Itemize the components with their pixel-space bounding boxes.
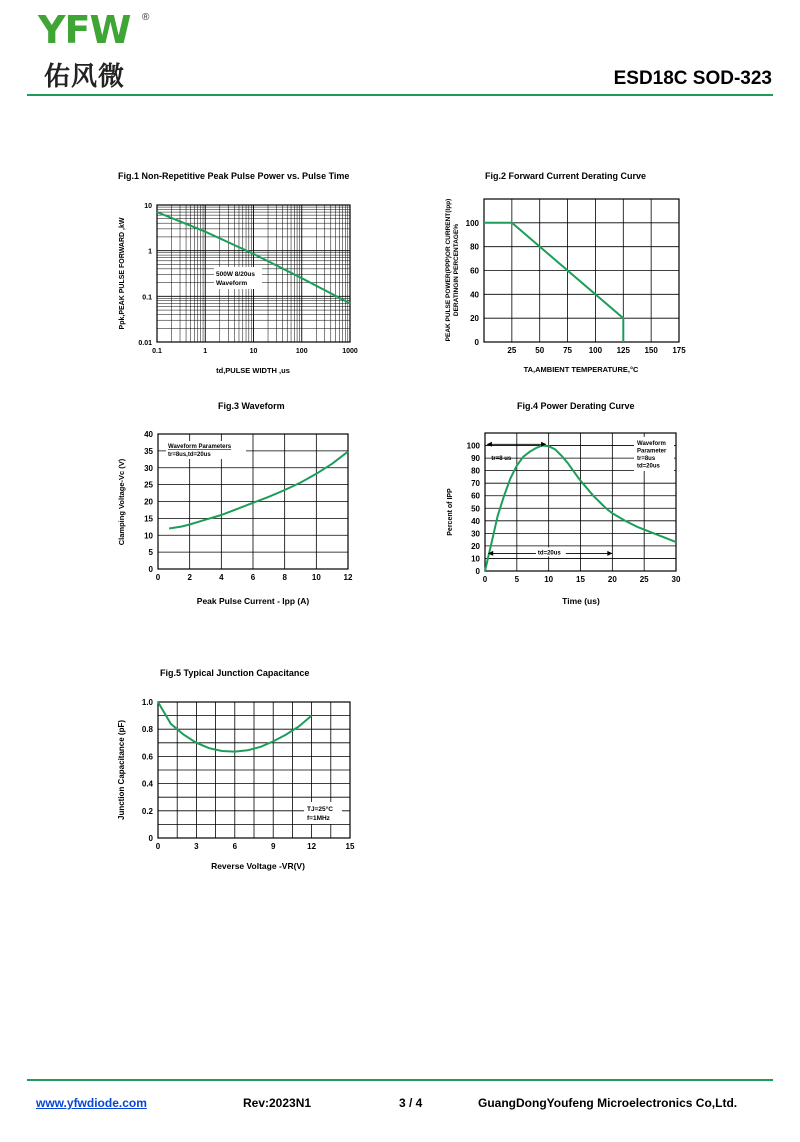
y-tick-label: 20 bbox=[470, 314, 479, 324]
y-tick-label: 50 bbox=[471, 504, 480, 514]
y-axis-label: Percent of IPP bbox=[447, 488, 454, 536]
x-tick-label: 125 bbox=[616, 346, 630, 355]
x-tick-label: 6 bbox=[232, 842, 238, 851]
y-tick-label: 80 bbox=[471, 466, 480, 476]
x-tick-label: 30 bbox=[671, 575, 681, 584]
fig1-chart bbox=[110, 195, 370, 380]
y-tick-label: 0.01 bbox=[138, 340, 152, 347]
x-tick-label: 25 bbox=[639, 575, 649, 584]
y-tick-label: 0 bbox=[148, 565, 153, 574]
annotation-text: TJ=25°C bbox=[307, 806, 333, 813]
header-divider bbox=[27, 94, 773, 96]
y-tick-label: 20 bbox=[471, 541, 480, 551]
y-axis-label: DERATINGIN PERCENTAGE% bbox=[453, 223, 460, 317]
fig3-chart bbox=[110, 425, 370, 615]
x-tick-label: 20 bbox=[607, 575, 617, 584]
y-tick-label: 70 bbox=[471, 479, 480, 489]
y-axis-label: Ppk,PEAK PULSE FORWARD ,kW bbox=[119, 217, 126, 330]
company-logo bbox=[38, 8, 158, 92]
legend-text: td=20us bbox=[637, 463, 660, 470]
logo-text: YFW bbox=[38, 8, 131, 52]
y-tick-label: 0.2 bbox=[141, 806, 153, 816]
tr-annotation: tr=8 us bbox=[491, 456, 512, 463]
x-tick-label: 175 bbox=[672, 346, 686, 355]
y-tick-label: 0 bbox=[474, 338, 479, 347]
x-axis-label: Peak Pulse Current - Ipp (A) bbox=[196, 596, 310, 606]
x-tick-label: 1 bbox=[203, 348, 208, 355]
y-axis-label: Junction Capacitance (pF) bbox=[117, 719, 126, 821]
x-tick-label: 4 bbox=[219, 573, 224, 582]
x-tick-label: 2 bbox=[187, 573, 192, 582]
x-tick-label: 9 bbox=[270, 842, 276, 851]
y-tick-label: 10 bbox=[471, 554, 480, 564]
y-tick-label: 80 bbox=[470, 242, 479, 252]
td-arrowhead-right bbox=[607, 551, 612, 556]
y-tick-label: 0.6 bbox=[141, 752, 153, 762]
annotation-text: Waveform bbox=[216, 280, 248, 287]
annotation-text: f=1MHz bbox=[307, 815, 330, 822]
y-tick-label: 1.0 bbox=[141, 698, 153, 707]
series-line bbox=[169, 452, 348, 529]
x-tick-label: 0 bbox=[482, 575, 488, 584]
x-axis-label: TA,AMBIENT TEMPERATURE,°C bbox=[523, 365, 639, 374]
legend-text: Waveform bbox=[637, 441, 666, 447]
fig3-title: Fig.3 Waveform bbox=[218, 401, 285, 411]
logo-chinese-text: 佑风微 bbox=[44, 62, 126, 92]
x-tick-label: 15 bbox=[345, 842, 355, 851]
y-tick-label: 0 bbox=[148, 834, 153, 843]
x-axis-label: Reverse Voltage -VR(V) bbox=[211, 861, 305, 871]
website-link[interactable]: www.yfwdiode.com bbox=[36, 1096, 147, 1110]
x-tick-label: 8 bbox=[282, 573, 287, 582]
y-tick-label: 35 bbox=[144, 446, 153, 456]
x-tick-label: 50 bbox=[535, 346, 545, 355]
x-tick-label: 0.1 bbox=[152, 348, 162, 355]
y-tick-label: 20 bbox=[144, 497, 153, 507]
y-tick-label: 30 bbox=[144, 463, 153, 473]
y-tick-label: 60 bbox=[471, 491, 480, 501]
x-axis-label: td,PULSE WIDTH ,us bbox=[216, 366, 290, 375]
x-tick-label: 12 bbox=[307, 842, 317, 851]
y-tick-label: 0.4 bbox=[141, 779, 153, 789]
fig1-title: Fig.1 Non-Repetitive Peak Pulse Power vs. Pulse Time bbox=[118, 171, 350, 181]
footer-page-number: 3 / 4 bbox=[399, 1096, 423, 1110]
y-tick-label: 0.8 bbox=[141, 725, 153, 735]
x-tick-label: 1000 bbox=[342, 348, 358, 355]
td-annotation: td=20us bbox=[537, 550, 561, 557]
y-tick-label: 25 bbox=[144, 480, 153, 490]
y-tick-label: 40 bbox=[144, 430, 153, 439]
y-tick-label: 30 bbox=[471, 529, 480, 539]
x-axis-label: Time (us) bbox=[562, 596, 600, 606]
x-tick-label: 10 bbox=[544, 575, 554, 584]
x-tick-label: 12 bbox=[343, 573, 353, 582]
y-tick-label: 0 bbox=[475, 567, 480, 576]
y-tick-label: 0.1 bbox=[142, 294, 152, 302]
y-tick-label: 1 bbox=[148, 248, 152, 256]
x-tick-label: 25 bbox=[507, 346, 517, 355]
footer-company: GuangDongYoufeng Microelectronics Co,Ltd. bbox=[478, 1096, 738, 1110]
fig4-title: Fig.4 Power Derating Curve bbox=[517, 401, 635, 411]
legend-text: Parameter bbox=[637, 448, 667, 455]
x-tick-label: 75 bbox=[563, 346, 573, 355]
y-tick-label: 15 bbox=[144, 514, 153, 524]
x-tick-label: 100 bbox=[588, 346, 603, 355]
fig5-title: Fig.5 Typical Junction Capacitance bbox=[160, 668, 310, 678]
x-tick-label: 10 bbox=[249, 348, 258, 355]
series-line bbox=[484, 223, 623, 342]
fig4-chart bbox=[438, 425, 698, 615]
legend-text: tr=8us bbox=[637, 456, 656, 462]
annotation-text: tr=8us,td=20us bbox=[168, 452, 211, 458]
y-tick-label: 10 bbox=[144, 531, 153, 541]
x-tick-label: 3 bbox=[194, 842, 199, 851]
fig2-chart bbox=[438, 185, 698, 380]
document-title: ESD18C SOD-323 bbox=[613, 68, 772, 89]
y-tick-label: 90 bbox=[471, 454, 480, 464]
y-tick-label: 100 bbox=[465, 218, 479, 228]
y-tick-label: 5 bbox=[148, 548, 153, 558]
fig2-title: Fig.2 Forward Current Derating Curve bbox=[485, 171, 647, 181]
x-tick-label: 0 bbox=[155, 842, 161, 851]
x-tick-label: 5 bbox=[514, 575, 520, 584]
x-tick-label: 0 bbox=[155, 573, 161, 582]
y-tick-label: 40 bbox=[470, 290, 479, 300]
x-tick-label: 15 bbox=[576, 575, 585, 584]
annotation-text: 500W 8/20us bbox=[216, 271, 256, 278]
footer-website bbox=[36, 1096, 147, 1110]
x-tick-label: 6 bbox=[250, 573, 256, 582]
y-tick-label: 100 bbox=[466, 441, 480, 451]
footer-divider bbox=[27, 1079, 773, 1081]
registered-mark: ® bbox=[142, 12, 150, 23]
x-tick-label: 100 bbox=[295, 348, 308, 355]
y-tick-label: 10 bbox=[144, 203, 152, 210]
tr-arrowhead-left bbox=[487, 442, 492, 447]
y-axis-label: PEAK PULSE POWER(PPP)OR CURRENT(Ipp) bbox=[445, 198, 452, 342]
y-tick-label: 60 bbox=[470, 266, 479, 276]
x-tick-label: 150 bbox=[644, 346, 658, 355]
x-tick-label: 10 bbox=[311, 573, 321, 582]
y-tick-label: 40 bbox=[471, 516, 480, 526]
y-axis-label: Clamping Voltage-Vc (V) bbox=[117, 458, 126, 546]
footer-revision: Rev:2023N1 bbox=[243, 1096, 312, 1110]
annotation-text: Waveform Parameters bbox=[168, 444, 232, 450]
fig5-chart bbox=[110, 690, 370, 880]
